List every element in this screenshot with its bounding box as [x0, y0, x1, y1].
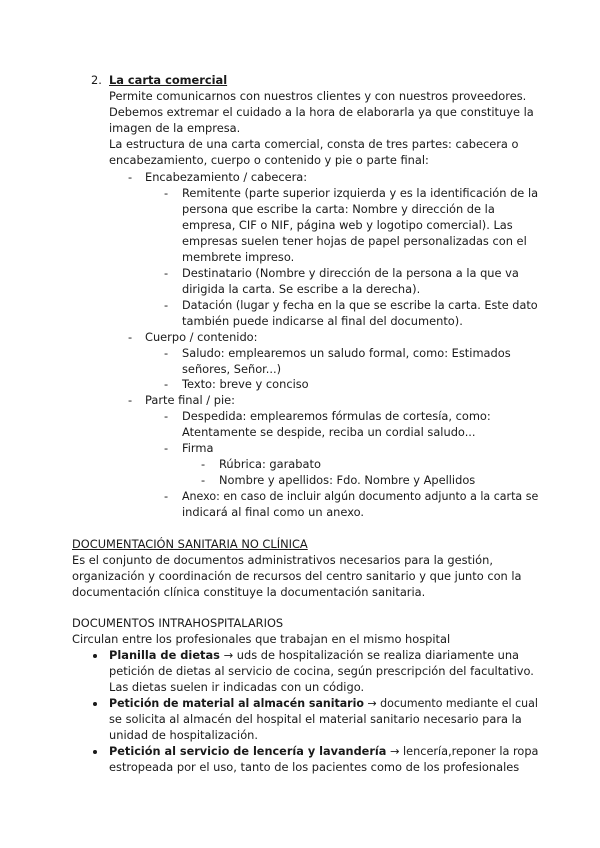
dash-marker: -: [164, 186, 169, 200]
despedida-line: Atentamente se despide, reciba un cordial saludo...: [182, 425, 476, 439]
anexo-line: Anexo: en caso de incluir algún documento adjunto a la carta se: [182, 489, 539, 503]
docsanitaria-title: DOCUMENTACIÓN SANITARIA NO CLÍNICA: [72, 537, 308, 551]
remitente-line: persona que escribe la carta: Nombre y dirección de la: [182, 202, 495, 216]
texto-line: Texto: breve y conciso: [182, 377, 309, 391]
dash-marker: -: [164, 409, 169, 423]
remitente-line: empresas suelen tener hojas de papel personalizadas con el: [182, 234, 527, 248]
dash-marker: -: [128, 330, 133, 344]
docsanitaria-line: Es el conjunto de documentos administrativos necesarios para la gestión,: [72, 553, 493, 567]
despedida-line: Despedida: emplearemos fórmulas de cortesía, como:: [182, 409, 491, 423]
dash-marker: -: [201, 457, 206, 471]
intro-line: Permite comunicarnos con nuestros clientes y con nuestros proveedores.: [109, 89, 527, 103]
arrow-glyph: →: [363, 696, 381, 710]
bullet-marker: [93, 702, 97, 706]
intrahosp-title: DOCUMENTOS INTRAHOSPITALARIOS: [72, 616, 284, 630]
item-text: uds de hospitalización se realiza diariamente una: [236, 648, 520, 662]
firma-label: Firma: [182, 441, 214, 455]
bullet-marker: [93, 750, 97, 754]
item-text: documento mediante el cual: [380, 696, 538, 710]
pie-label: Parte final / pie:: [145, 393, 235, 407]
intro-line: imagen de la empresa.: [109, 121, 241, 135]
docsanitaria-line: documentación clínica constituye la documentación sanitaria.: [72, 585, 426, 599]
section-title: La carta comercial: [109, 73, 228, 87]
item-text: se solicita al almacén del hospital el material sanitario necesario para la: [109, 712, 522, 726]
item-term: Petición de material al almacén sanitario: [109, 696, 364, 710]
item-text: petición de dietas al servicio de cocina, según prescripción del facultativo.: [109, 664, 534, 678]
dash-marker: -: [128, 170, 133, 184]
dash-marker: -: [128, 393, 133, 407]
dash-marker: -: [164, 346, 169, 360]
bullet-marker: [93, 654, 97, 658]
arrow-glyph: →: [386, 744, 404, 758]
encabezamiento-label: Encabezamiento / cabecera:: [145, 170, 308, 184]
destinatario-line: dirigida la carta. Se escribe a la derecha).: [182, 282, 421, 296]
intro-line: Debemos extremar el cuidado a la hora de elaborarla ya que constituye la: [109, 105, 534, 119]
anexo-line: indicará al final como un anexo.: [182, 505, 364, 519]
dash-marker: -: [164, 298, 169, 312]
cuerpo-label: Cuerpo / contenido:: [145, 330, 258, 344]
destinatario-line: Destinatario (Nombre y dirección de la persona a la que va: [182, 266, 519, 280]
item-term: Planilla de dietas: [109, 648, 220, 662]
docsanitaria-line: organización y coordinación de recursos del centro sanitario y que junto con la: [72, 569, 522, 583]
dash-marker: -: [164, 441, 169, 455]
list-item-first-line: [109, 647, 519, 663]
rubrica-line: Rúbrica: garabato: [219, 457, 321, 471]
list-item-first-line: [109, 695, 538, 711]
saludo-line: señores, Señor...): [182, 362, 282, 376]
nombre-line: Nombre y apellidos: Fdo. Nombre y Apellidos: [219, 473, 476, 487]
saludo-line: Saludo: emplearemos un saludo formal, como: Estimados: [182, 346, 511, 360]
list-item-first-line: [109, 743, 538, 759]
intrahosp-subtitle: Circulan entre los profesionales que trabajan en el mismo hospital: [72, 632, 451, 646]
item-text: estropeada por el uso, tanto de los pacientes como de los profesionales: [109, 760, 520, 774]
intro-line: La estructura de una carta comercial, consta de tres partes: cabecera o: [109, 137, 519, 151]
section-number: 2.: [91, 73, 102, 87]
dash-marker: -: [164, 266, 169, 280]
arrow-glyph: →: [219, 648, 237, 662]
intro-line: encabezamiento, cuerpo o contenido y pie o parte final:: [109, 153, 429, 167]
item-text: Las dietas suelen ir indicadas con un código.: [109, 680, 365, 694]
datacion-line: Datación (lugar y fecha en la que se escribe la carta. Este dato: [182, 298, 538, 312]
dash-marker: -: [164, 377, 169, 391]
remitente-line: Remitente (parte superior izquierda y es la identificación de la: [182, 186, 539, 200]
remitente-line: empresa, CIF o NIF, página web y logotipo comercial). Las: [182, 218, 513, 232]
dash-marker: -: [164, 489, 169, 503]
item-term: Petición al servicio de lencería y lavandería: [109, 744, 387, 758]
dash-marker: -: [201, 473, 206, 487]
datacion-line: también puede indicarse al final del documento).: [182, 314, 463, 328]
item-text: lencería,reponer la ropa: [403, 744, 539, 758]
remitente-line: membrete impreso.: [182, 250, 295, 264]
item-text: unidad de hospitalización.: [109, 728, 259, 742]
